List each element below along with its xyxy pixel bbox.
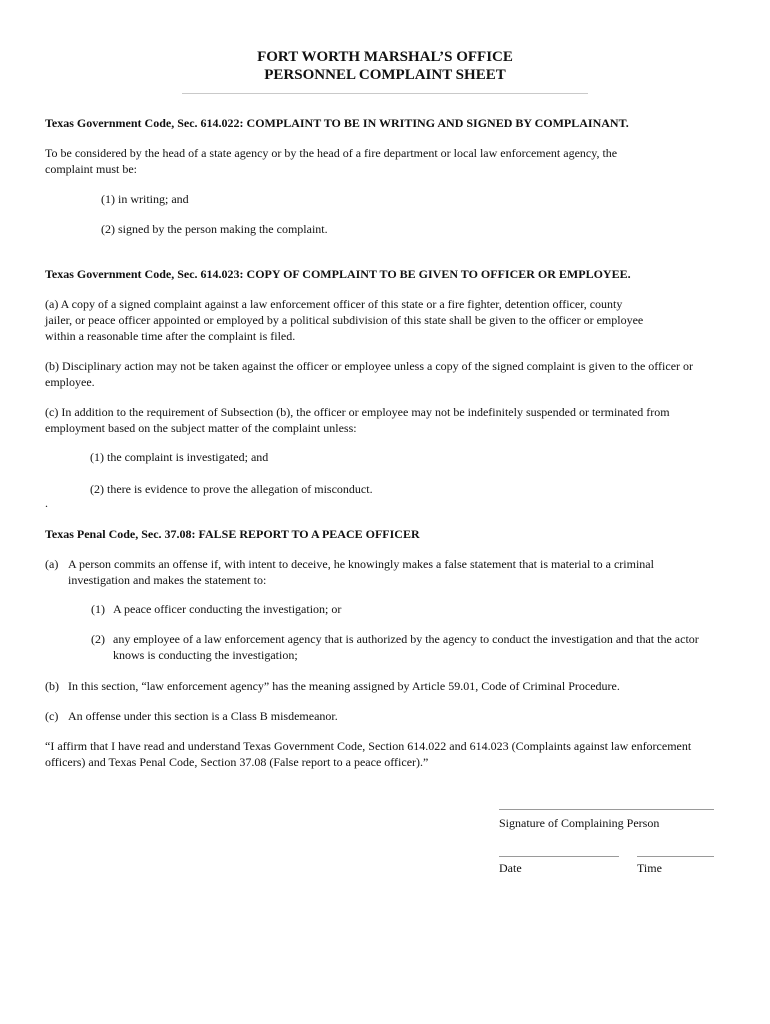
time-line[interactable]: [637, 856, 714, 857]
date-label: Date: [499, 861, 522, 875]
para-b-tag: (b): [45, 679, 59, 693]
signature-label: Signature of Complaining Person: [499, 816, 660, 830]
section-37-08-item-1: [91, 601, 741, 617]
section-614-023-para-c: (c) In addition to the requirement of Subsection (b), the officer or employee may not be indefinitely suspended or terminated from employment based on the subject matter of the complaint unless:: [45, 405, 670, 435]
signature-line[interactable]: [499, 809, 714, 810]
item-2-tag: (2): [91, 632, 105, 646]
section-614-023-item-1: (1) the complaint is investigated; and: [90, 450, 269, 464]
item-1-tag: (1): [91, 602, 105, 616]
time-label: Time: [637, 861, 662, 875]
para-c-text: An offense under this section is a Class B misdemeanor.: [68, 709, 338, 723]
section-37-08-item-2: [91, 631, 731, 663]
section-614-023-heading: Texas Government Code, Sec. 614.023: COPY OF COMPLAINT TO BE GIVEN TO OFFICER OR EMPLOYEE.: [45, 267, 631, 281]
section-614-022-item-2: (2) signed by the person making the complaint.: [101, 222, 328, 236]
para-c-tag: (c): [45, 709, 59, 723]
item-1-text: A peace officer conducting the investigation; or: [113, 602, 342, 616]
page-title-line1: FORT WORTH MARSHAL’S OFFICE: [257, 49, 513, 65]
section-37-08-para-a: [45, 556, 735, 588]
section-37-08-heading: Texas Penal Code, Sec. 37.08: FALSE REPORT TO A PEACE OFFICER: [45, 527, 420, 541]
date-line[interactable]: [499, 856, 619, 857]
section-37-08-para-b: [45, 678, 735, 694]
item-2-text: any employee of a law enforcement agency that is authorized by the agency to conduct the investigation and that the actor knows is conducting the investigation;: [113, 632, 699, 662]
section-614-023-para-b: (b) Disciplinary action may not be taken against the officer or employee unless a copy of the signed complaint is given to the officer or employee.: [45, 359, 694, 389]
para-a-text: A person commits an offense if, with intent to deceive, he knowingly makes a false statement that is material to a criminal investigation and makes the statement to:: [68, 557, 654, 587]
section-614-022-intro: To be considered by the head of a state agency or by the head of a fire department or local law enforcement agency, the complaint must be:: [45, 146, 618, 176]
section-614-022-heading: Texas Government Code, Sec. 614.022: COMPLAINT TO BE IN WRITING AND SIGNED BY COMPLAINANT.: [45, 116, 629, 130]
para-b-text: In this section, “law enforcement agency” has the meaning assigned by Article 59.01, Code of Criminal Procedure.: [68, 679, 620, 693]
section-614-023-item-2: (2) there is evidence to prove the allegation of misconduct.: [90, 482, 373, 496]
section-614-023-para-a-line2: jailer, or peace officer appointed or employed by a political subdivision of this state shall be given to the officer or employee: [45, 313, 644, 327]
para-a-tag: (a): [45, 557, 59, 571]
page-title-line2: PERSONNEL COMPLAINT SHEET: [264, 67, 506, 83]
affirmation-statement: “I affirm that I have read and understand Texas Government Code, Section 614.022 and 614.023 (Complaints against law enforcement officers) and Texas Penal Code, Section 37.08 (False report to a peace officer).”: [45, 739, 692, 769]
title-divider: [182, 93, 588, 94]
section-614-023-para-a-line1: (a) A copy of a signed complaint against a law enforcement officer of this state or a fire fighter, detention officer, county: [45, 297, 623, 311]
stray-period: .: [45, 496, 48, 510]
section-614-023-para-a-line3: within a reasonable time after the complaint is filed.: [45, 329, 296, 343]
section-37-08-para-c: [45, 708, 735, 724]
section-614-022-item-1: (1) in writing; and: [101, 192, 189, 206]
